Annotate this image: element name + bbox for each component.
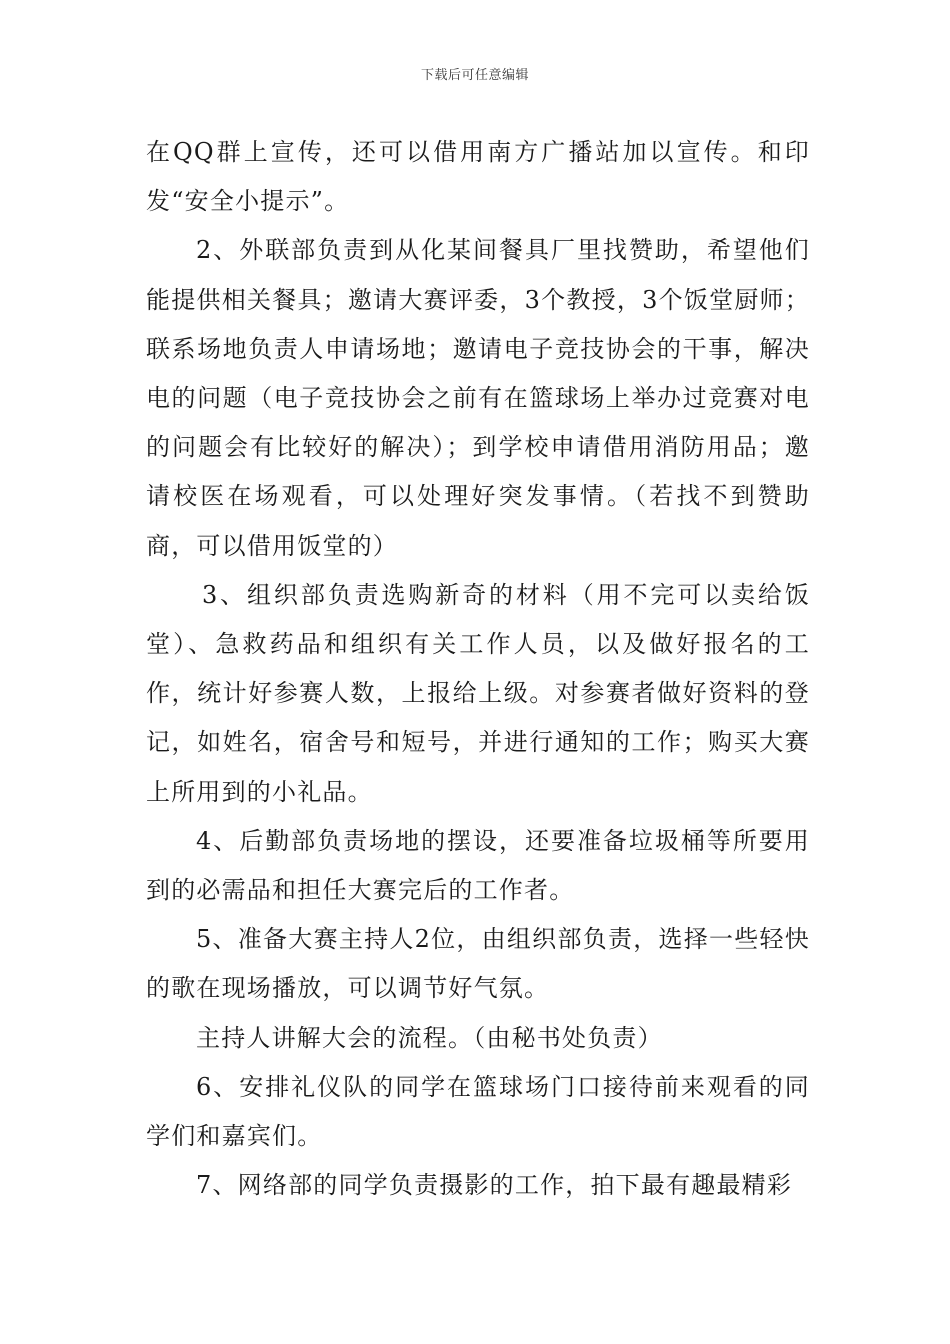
paragraph-item-3: 3、组织部负责选购新奇的材料（用不完可以卖给饭堂）、急救药品和组织有关工作人员，以及做好报名的工作，统计好参赛人数，上报给上级。对参赛者做好资料的登记，如姓名，宿舍号和短号，并进行通知的工作；购买大赛上所用到的小礼品。: [146, 580, 810, 806]
paragraph-item-7: 7、网络部的同学负责摄影的工作，拍下最有趣最精彩: [196, 1171, 793, 1200]
paragraph-publicity: 在QQ群上宣传，还可以借用南方广播站加以宣传。和印发“安全小提示”。: [146, 138, 810, 216]
paragraph-host-flow: 主持人讲解大会的流程。（由秘书处负责）: [196, 1023, 663, 1052]
paragraph-item-5: 5、准备大赛主持人2位，由组织部负责，选择一些轻快的歌在现场播放，可以调节好气氛。: [146, 925, 810, 1003]
paragraph-item-2: 2、外联部负责到从化某间餐具厂里找赞助，希望他们能提供相关餐具；邀请大赛评委，3个教授，3个饭堂厨师；联系场地负责人申请场地；邀请电子竞技协会的干事，解决电的问题（电子竞技协会之前有在篮球场上举办过竞赛对电的问题会有比较好的解决）；到学校申请借用消防用品；邀请校医在场观看，可以处理好突发事情。（若找不到赞助商，可以借用饭堂的）: [146, 236, 810, 560]
paragraph-item-4: 4、后勤部负责场地的摆设，还要准备垃圾桶等所要用到的必需品和担任大赛完后的工作者。: [146, 826, 810, 905]
document-body: [146, 128, 810, 1210]
paragraph-item-6: 6、安排礼仪队的同学在篮球场门口接待前来观看的同学们和嘉宾们。: [146, 1072, 810, 1151]
page-header: 下载后可任意编辑: [420, 68, 529, 83]
